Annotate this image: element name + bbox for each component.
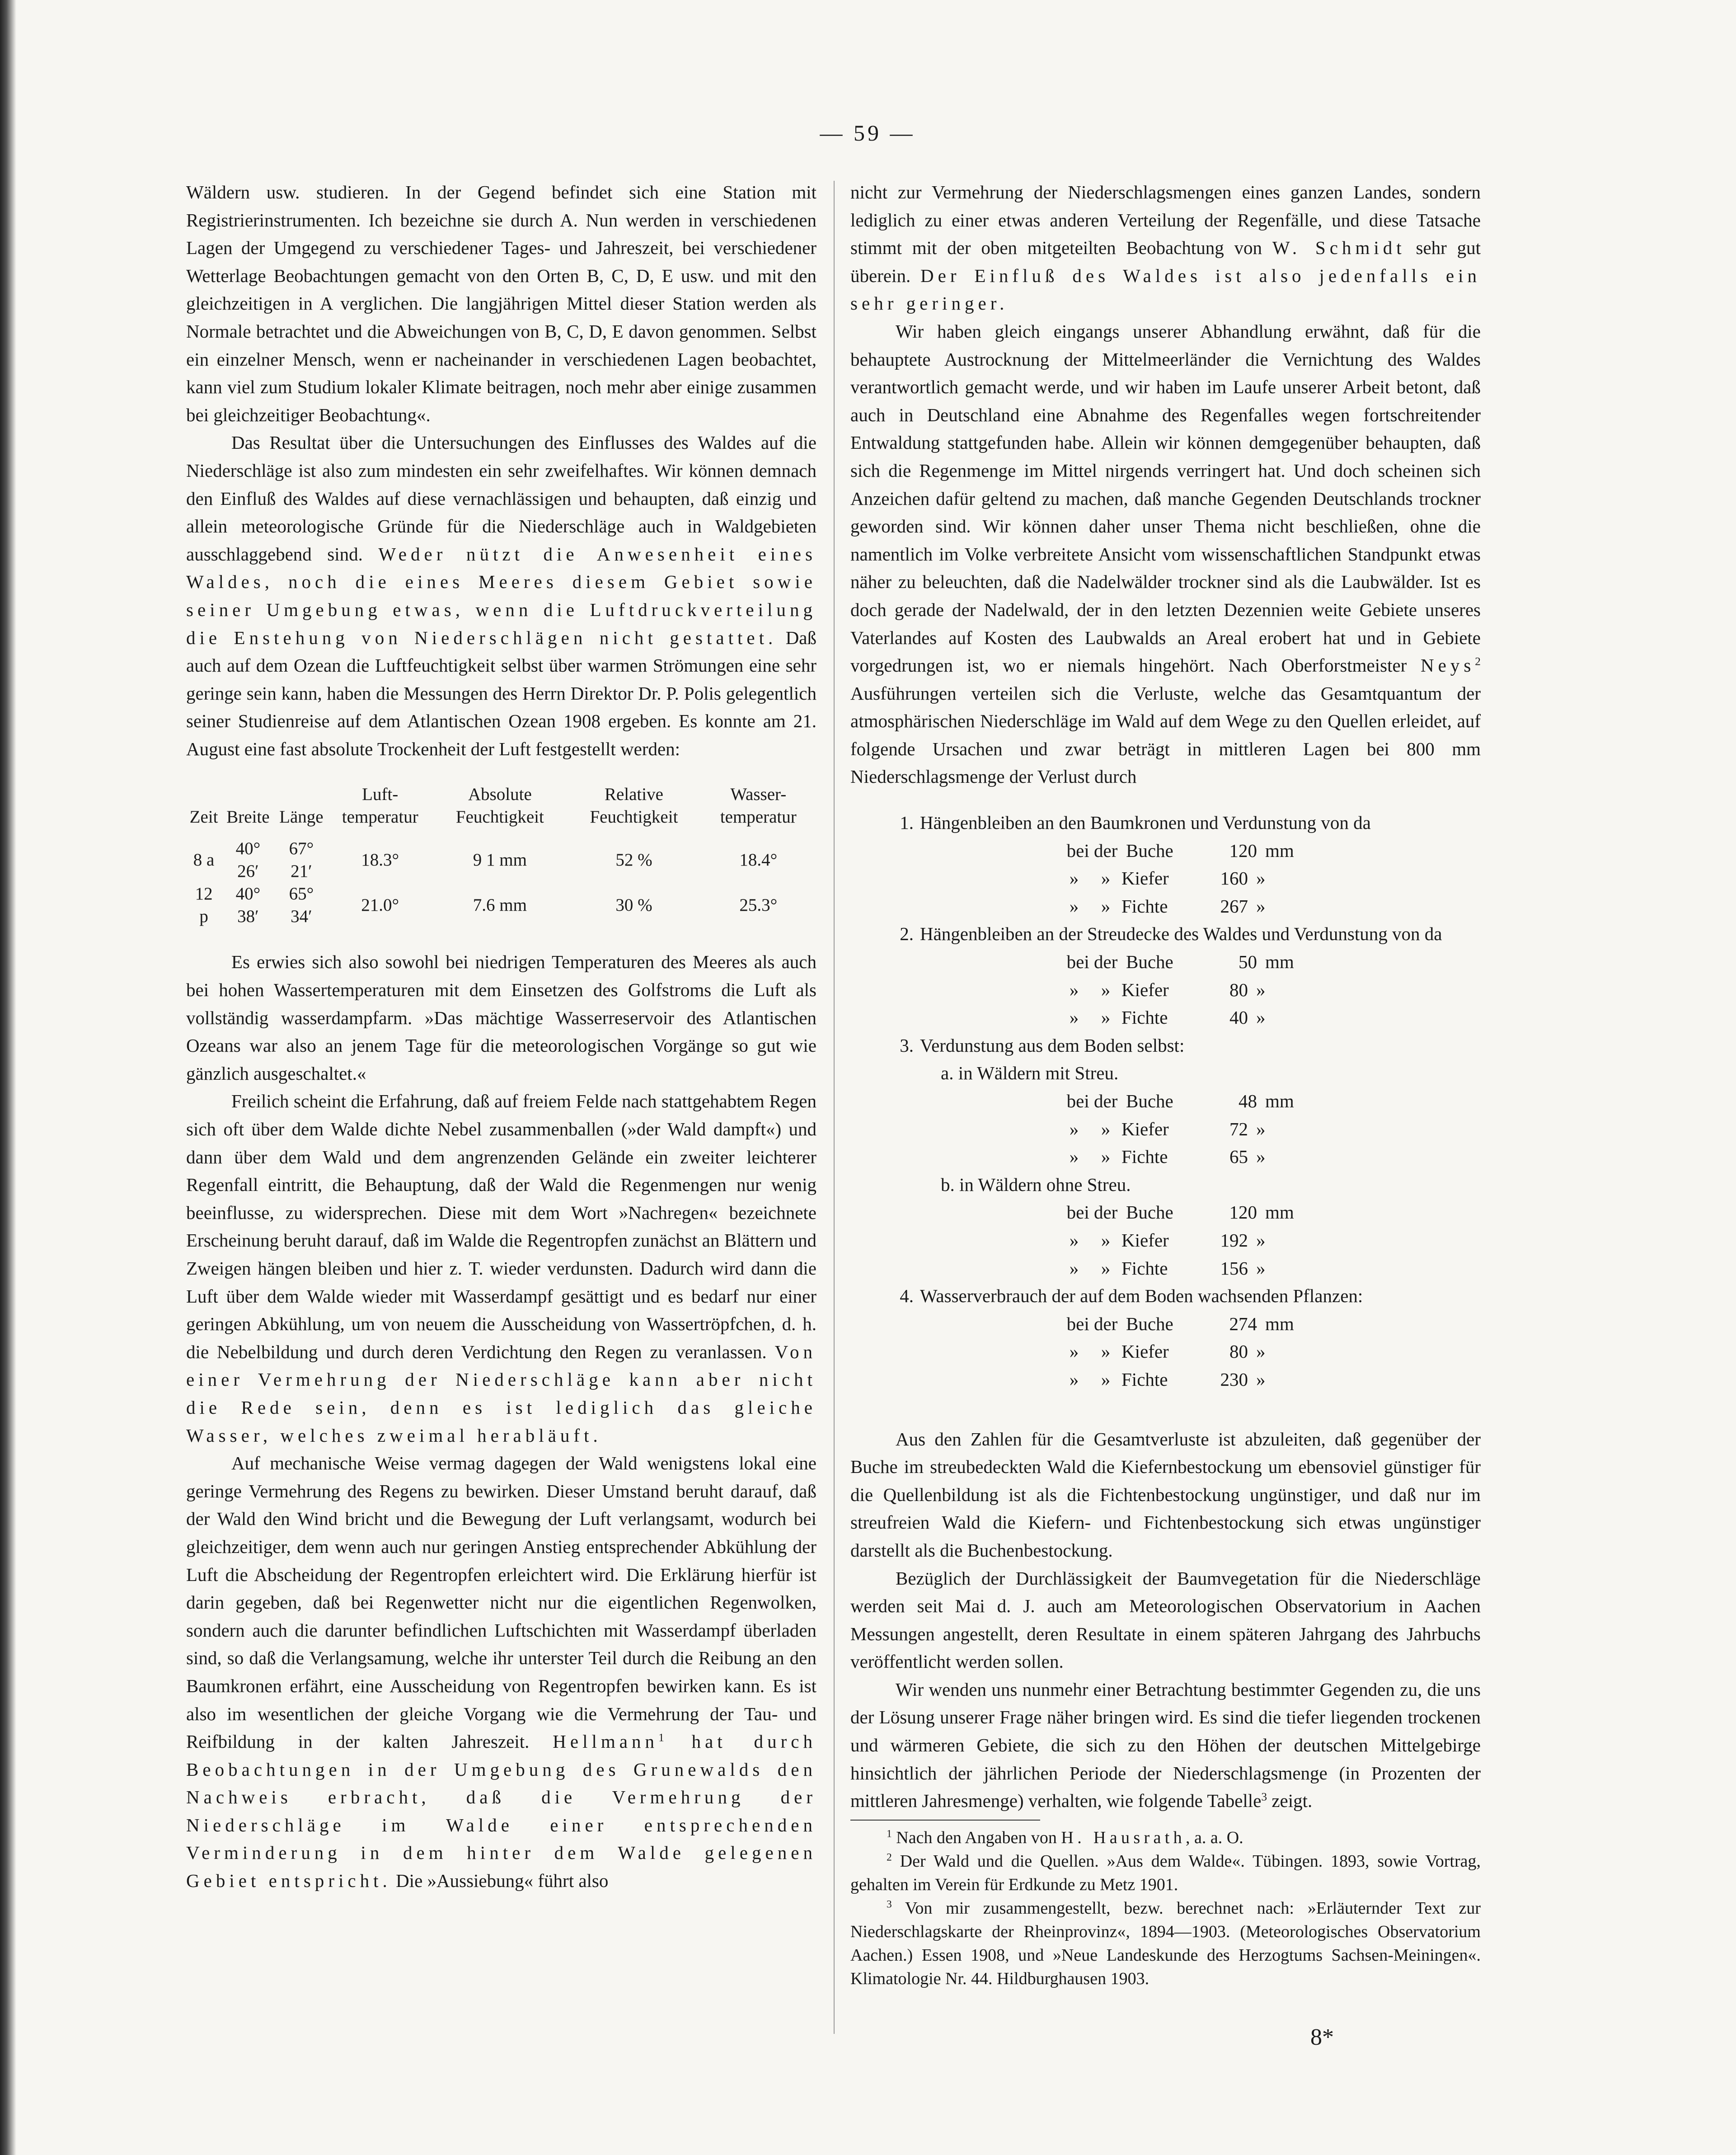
- table-cell: 21.0°: [361, 895, 399, 915]
- table-cell: 65° 34′: [289, 884, 314, 927]
- page-number: — 59 —: [820, 120, 915, 146]
- value-row: » » Fichte 40 »: [1069, 1007, 1266, 1028]
- column-header: Breite: [226, 807, 270, 827]
- table-cell: 40° 38′: [235, 884, 261, 927]
- value-row: bei der Buche 120 mm: [1066, 840, 1294, 861]
- item-text: Hängenbleiben an der Streudecke des Waldes und Verdunstung von da: [920, 923, 1442, 945]
- author-name: Hellmann: [553, 1731, 659, 1752]
- value-row: bei der Buche 274 mm: [1066, 1313, 1294, 1334]
- table-row: [186, 828, 816, 883]
- value-row: bei der Buche 120 mm: [1066, 1202, 1294, 1223]
- item-text: Hängenbleiben an den Baumkronen und Verdunstung von da: [920, 812, 1371, 833]
- value-row: » » Fichte 267 »: [1069, 895, 1266, 917]
- column-header: Absolute Feuchtigkeit: [455, 785, 544, 827]
- sub-heading: b. in Wäldern ohne Streu.: [941, 1174, 1131, 1195]
- right-column: [850, 179, 1481, 1990]
- value-row: » » Kiefer 80 »: [1069, 979, 1266, 1000]
- value-row: bei der Buche 50 mm: [1066, 951, 1294, 973]
- value-row: » » Fichte 230 »: [1069, 1369, 1266, 1390]
- item-number: 1.: [900, 812, 914, 833]
- table-cell: 12 p: [195, 884, 213, 927]
- footnote-ref: 1: [658, 1731, 664, 1744]
- value-row: » » Kiefer 192 »: [1069, 1229, 1266, 1251]
- table-cell: 18.3°: [361, 850, 399, 870]
- measurement-table: [186, 783, 816, 928]
- signature-mark: 8*: [1310, 2024, 1334, 2050]
- table-row: [186, 883, 816, 928]
- value-row: bei der Buche 48 mm: [1066, 1091, 1294, 1111]
- column-header: Wasser-temperatur: [720, 785, 797, 827]
- value-block: [1058, 1087, 1481, 1171]
- emphasis-text: hat durch Beobachtungen in der Umgebung des Grunewalds den Nachweis erbracht, daß die Vermehrung der Niederschläge im Walde einer entsprechenden Verminderung in dem hinter dem Walde gelegenen Gebiet entspricht.: [186, 1731, 817, 1892]
- footnote-ref: 3: [1261, 1790, 1267, 1803]
- item-number: 3.: [900, 1035, 914, 1056]
- value-row: » » Kiefer 72 »: [1069, 1118, 1266, 1139]
- table-cell: 67° 21′: [289, 839, 314, 881]
- loss-list: [850, 809, 1481, 1393]
- paragraph: nicht zur Vermehrung der Niederschlagsmengen eines ganzen Landes, sondern lediglich zu einer etwas anderen Verteilung der Regenfälle, und diese Tatsache stimmt mit der oben mitgeteilten Beobachtung von W. Schmidt sehr gut überein. Der Einfluß des Waldes ist also jedenfalls ein sehr geringer.: [850, 182, 1481, 314]
- item-text: Wasserverbrauch der auf dem Boden wachsenden Pflanzen:: [920, 1285, 1363, 1307]
- paragraph: Bezüglich der Durchlässigkeit der Baumvegetation für die Niederschläge werden seit Mai d. J. auch am Meteorologischen Observatorium in Aachen Messungen angestellt, deren Resultate in einem späteren Jahrgang des Jahrbuchs veröffentlicht werden sollen.: [850, 1567, 1481, 1672]
- paragraph: Freilich scheint die Erfahrung, daß auf freiem Felde nach stattgehabtem Regen sich oft über dem Walde dichte Nebel zusammenballen (»der Wald dampft«) und dann über dem Wald und dem angrenzenden Gelände ein zweiter leichterer Regenfall eintritt, die Behauptung, daß der Wald die Regenmengen nur wenig beeinflusse, zu widersprechen. Diese mit dem Wort »Nachregen« bezeichnete Erscheinung beruht darauf, daß im Walde die Regentropfen zunächst an Blättern und Zweigen hängen bleiben und hier z. T. wieder verdunsten. Dadurch wird dann die Luft über dem Walde wieder mit Wasserdampf gesättigt und es bedarf nur einer geringen Abkühlung, um von neuem die Ausscheidung von Wassertröpfchen, d. h. die Nebelbildung und durch deren Verdichtung den Regen zu veranlassen. Von einer Vermehrung der Niederschläge kann aber nicht die Rede sein, denn es ist lediglich das gleiche Wasser, welches zweimal herabläuft.: [186, 1091, 816, 1446]
- list-item: [850, 1032, 1481, 1060]
- value-row: » » Kiefer 80 »: [1069, 1341, 1266, 1362]
- list-item: [850, 920, 1481, 948]
- column-header: Luft-temperatur: [342, 785, 418, 827]
- footnote-ref: 2: [1475, 655, 1481, 668]
- paragraph: Aus den Zahlen für die Gesamtverluste ist abzuleiten, daß gegenüber der Buche im streubedeckten Wald die Kiefernbestockung um ebensoviel günstiger für die Quellenbildung ist als die Fichtenbestockung ungünstiger, und daß nur im streufreien Wald die Kiefern- und Fichtenbestockung sich etwas ungünstiger darstellt als die Buchenbestockung.: [850, 1428, 1481, 1561]
- footnote: $^2$ Der Wald und die Quellen. »Aus dem Walde«. Tübingen. 1893, sowie Vortrag, gehalten im Verein für Erdkunde zu Metz 1901.: [850, 1851, 1481, 1894]
- footnote-rule: [850, 1820, 1040, 1821]
- item-number: 4.: [900, 1285, 914, 1307]
- list-item: [850, 809, 1481, 837]
- author-name: Neys: [1420, 655, 1475, 676]
- scan-edge-shadow: [0, 0, 16, 2155]
- sub-heading: a. in Wäldern mit Streu.: [941, 1063, 1119, 1084]
- emphasis-text: Der Einfluß des Waldes ist also jedenfalls ein sehr geringer.: [850, 265, 1481, 314]
- paragraph: Auf mechanische Weise vermag dagegen der Wald wenigstens lokal eine geringe Vermehrung des Regens zu bewirken. Dieser Umstand beruht darauf, daß der Wald den Wind bricht und die Bewegung der Luft verlangsamt, wodurch bei gleichzeitiger, dem wenn auch nur geringen Anstieg entsprechender Abkühlung der Luft die Abscheidung der Regentropfen erleichtert wird. Die Erklärung hierfür ist darin gegeben, daß bei Regenwetter nicht nur die eigentlichen Regenwolken, sondern auch die darunter befindlichen Luftschichten mit Wasserdampf überladen sind, so daß die Verlangsamung, welche ihr unterster Teil durch die Reibung an den Baumkronen erfährt, eine Ausscheidung von Regentropfen bewirken kann. Es ist also im wesentlichen der gleiche Vorgang wie die Vermehrung der Tau- und Reifbildung in der kalten Jahreszeit. Hellmann$^1$ hat durch Beobachtungen in der Umgebung des Grunewalds den Nachweis erbracht, daß die Vermehrung der Niederschläge im Walde einer entsprechenden Verminderung in dem hinter dem Walde gelegenen Gebiet entspricht. Die »Aussiebung« führt also: [186, 1453, 817, 1892]
- paragraph: Wäldern usw. studieren. In der Gegend befindet sich eine Station mit Registrierinstrumenten. Ich bezeichne sie durch A. Nun werden in verschiedenen Lagen der Umgegend zu verschiedener Tages- und Jahreszeit, bei verschiedener Wetterlage Beobachtungen gemacht von den Orten B, C, D, E usw. und mit den gleichzeitigen in A verglichen. Die langjährigen Mittel dieser Station werden als Normale betrachtet und die Abweichungen von B, C, D, E davon genommen. Selbst ein einzelner Mensch, wenn er nacheinander in verschiedenen Lagen beobachtet, kann viel zum Studium lokaler Klimate beitragen, noch mehr aber einige zusammen bei gleichzeitiger Beobachtung«.: [186, 182, 816, 425]
- item-text: Verdunstung aus dem Boden selbst:: [920, 1035, 1185, 1056]
- footnote: $^3$ Von mir zusammengestellt, bezw. berechnet nach: »Erläuternder Text zur Niederschlagskarte der Rheinprovinz«, 1894—1903. (Meteorologisches Observatorium Aachen.) Essen 1908, und »Neue Landeskunde des Herzogtums Sachsen-Meiningen«. Klimatologie Nr. 44. Hildburghausen 1903.: [850, 1898, 1481, 1988]
- author-name: H. Hausrath: [1061, 1828, 1186, 1847]
- column-header: Relative Feuchtigkeit: [590, 785, 678, 827]
- paragraph: Wir haben gleich eingangs unserer Abhandlung erwähnt, daß für die behauptete Austrocknung der Mittelmeerländer die Vernichtung des Waldes verantwortlich gemacht werde, und wir haben im Laufe unserer Arbeit betont, daß auch in Deutschland eine Abnahme des Regenfalles wegen fortschreitender Entwaldung stattgefunden habe. Allein wir können demgegenüber behaupten, daß sich die Regenmenge im Mittel nirgends verringert hat. Und doch scheinen sich Anzeichen dafür geltend zu machen, daß manche Gegenden Deutschlands trockner geworden sind. Wir können daher unser Thema nicht beschließen, ohne die namentlich im Volke verbreitete Ansicht vom wissenschaftlichen Standpunkt etwas näher zu beleuchten, daß die Nadelwälder trockner sind als die Laubwälder. Ist es doch gerade der Nadelwald, der in den letzten Dezennien weite Gebiete unseres Vaterlandes auf Kosten des Laubwalds an Areal erobert hat und in Gebiete vorgedrungen ist, wo er niemals hingehört. Nach Oberforstmeister Neys$^2$ Ausführungen verteilen sich die Verluste, welche das Gesamtquantum der atmosphärischen Niederschläge im Wald auf dem Wege zu den Quellen erleidet, auf folgende Ursachen und zwar beträgt in mittleren Lagen bei 800 mm Niederschlagsmenge der Verlust durch: [850, 320, 1481, 787]
- table-cell: 30 %: [615, 895, 652, 915]
- value-block: [1058, 1310, 1481, 1394]
- paragraph: Das Resultat über die Untersuchungen des Einflusses des Waldes auf die Niederschläge ist also zum mindesten ein sehr zweifelhaftes. Wir können demnach den Einfluß des Waldes auf diese vernachlässigen und behaupten, daß einzig und allein meteorologische Gründe für die Niederschläge auch in Waldgebieten ausschlaggebend sind. Weder nützt die Anwesenheit eines Waldes, noch die eines Meeres diesem Gebiet sowie seiner Umgebung etwas, wenn die Luftdruckverteilung die Enstehung von Niederschlägen nicht gestattet. Daß auch auf dem Ozean die Luftfeuchtigkeit selbst über warmen Strömungen eine sehr geringe sein kann, haben die Messungen des Herrn Direktor Dr. P. Polis gelegentlich seiner Studienreise auf dem Atlantischen Ozean 1908 ergeben. Es konnte am 21. August eine fast absolute Trockenheit der Luft festgestellt werden:: [186, 432, 816, 759]
- value-row: » » Kiefer 160 »: [1069, 868, 1266, 889]
- footnote: $^1$ Nach den Angaben von H. Hausrath, a. a. O.: [887, 1828, 1243, 1847]
- paragraph: Wir wenden uns nunmehr einer Betrachtung bestimmter Gegenden zu, die uns der Lösung unserer Frage näher bringen wird. Es sind die tiefer liegenden trockenen und wärmeren Gebiete, die sich zu den Höhen der deutschen Mittelgebirge hinsichtlich der jährlichen Periode der Niederschlagsmenge (in Prozenten der mittleren Jahresmenge) verhalten, wie folgende Tabelle$^3$ zeigt.: [850, 1679, 1481, 1812]
- table-cell: 40° 26′: [235, 839, 261, 881]
- value-row: » » Fichte 156 »: [1069, 1257, 1266, 1279]
- table-cell: 52 %: [615, 850, 652, 870]
- value-block: [1058, 837, 1481, 921]
- value-block: [1058, 948, 1481, 1032]
- value-block: [1058, 1199, 1481, 1282]
- column-header: Zeit: [189, 807, 218, 827]
- author-name: W. Schmidt: [1272, 237, 1406, 259]
- emphasis-text: Weder nützt die Anwesenheit eines Waldes, noch die eines Meeres diesem Gebiet sowie seiner Umgebung etwas, wenn die Luftdruckverteilung die Enstehung von Niederschlägen nicht gestattet.: [186, 543, 816, 648]
- value-row: » » Fichte 65 »: [1069, 1146, 1266, 1167]
- item-number: 2.: [900, 923, 914, 945]
- emphasis-text: Von einer Vermehrung der Niederschläge kann aber nicht die Rede sein, denn es ist lediglich das gleiche Wasser, welches zweimal herabläuft.: [186, 1341, 816, 1446]
- paragraph: Es erwies sich also sowohl bei niedrigen Temperaturen des Meeres als auch bei hohen Wassertemperaturen mit dem Einsetzen des Golfstroms die Luft als vollständig wasserdampfarm. »Das mächtige Wasserreservoir des Atlantischen Ozeans war also an jenem Tage für die meteorologischen Vorgänge so gut wie gänzlich ausgeschaltet.«: [186, 951, 816, 1084]
- list-item: [850, 1282, 1481, 1310]
- table-header-row: [186, 783, 816, 828]
- table-cell: 8 a: [193, 850, 215, 870]
- column-divider: [834, 181, 835, 2034]
- table-cell: 9 1 mm: [473, 850, 527, 870]
- left-column: [186, 179, 816, 1895]
- column-header: Länge: [279, 807, 324, 827]
- table-cell: 18.4°: [739, 850, 778, 870]
- table-cell: 7.6 mm: [473, 895, 527, 915]
- table-cell: 25.3°: [739, 895, 778, 915]
